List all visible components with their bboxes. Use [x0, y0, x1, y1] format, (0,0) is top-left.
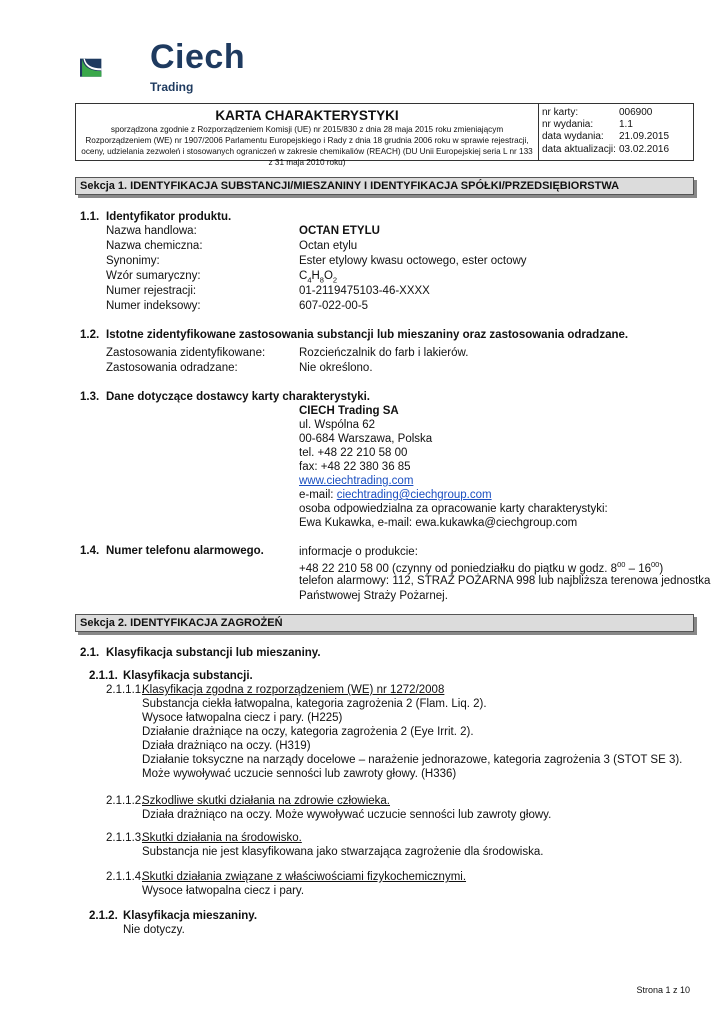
item-2-1-1-1-title: Klasyfikacja zgodna z rozporządzeniem (WE) nr 1272/2008 — [142, 684, 445, 696]
classification-line: Substancja ciekła łatwopalna, kategoria zagrożenia 2 (Flam. Liq. 2). — [142, 698, 487, 710]
heading-2-1-1: Klasyfikacja substancji. — [123, 670, 253, 682]
ciech-logo-mark — [80, 40, 142, 95]
meta-key: data wydania: — [542, 131, 604, 143]
heading-1-3: Dane dotyczące dostawcy karty charakterystyki. — [106, 391, 370, 403]
supplier-phone: tel. +48 22 210 58 00 — [299, 447, 408, 459]
heading-2-1-number: 2.1. — [80, 647, 100, 659]
advised-against-value: Nie określono. — [299, 362, 373, 374]
heading-1-1: Identyfikator produktu. — [106, 211, 232, 223]
supplier-city: 00-684 Warszawa, Polska — [299, 433, 433, 445]
logo-wordmark: Ciech — [150, 38, 246, 76]
advised-against-label: Zastosowania odradzane: — [106, 362, 238, 374]
synonyms-value: Ester etylowy kwasu octowego, ester octowy — [299, 255, 527, 267]
synonyms-label: Synonimy: — [106, 255, 160, 267]
header-box — [75, 103, 694, 167]
formula-label: Wzór sumaryczny: — [106, 270, 201, 282]
supplier-email-link[interactable]: ciechtrading@ciechgroup.com — [336, 489, 492, 501]
classification-line: Wysoce łatwopalna ciecz i pary. (H225) — [142, 712, 343, 724]
document-subtitle: sporządzona zgodnie z Rozporządzeniem Komisji (UE) nr 2015/830 z dnia 28 maja 2015 roku zmieniającym Rozporządzeniem (WE) nr 1907/2006 Parlamentu Europejskiego i Rady z dnia 18 grudnia 2006 roku w sprawie rejestracji, oceny, udzielania zezwoleń i stosowanych ograniczeń w zakresie chemikaliów (REACH) (DU Unii Europejskiej seria L nr 133 z 31 maja 2010 roku) — [81, 125, 533, 167]
mixture-classification-text: Nie dotyczy. — [123, 924, 185, 936]
meta-row — [542, 131, 690, 143]
meta-value: 1.1 — [619, 119, 633, 131]
registration-value: 01-2119475103-46-XXXX — [299, 285, 430, 297]
heading-1-4: Numer telefonu alarmowego. — [106, 545, 264, 557]
section-1-header: Sekcja 1. IDENTYFIKACJA SUBSTANCJI/MIESZANINY I IDENTYFIKACJA SPÓŁKI/PRZEDSIĘBIORSTWA — [75, 177, 694, 195]
heading-1-4-number: 1.4. — [80, 545, 100, 557]
heading-2-1-2-number: 2.1.2. — [89, 910, 118, 922]
heading-2-1-2: Klasyfikacja mieszaniny. — [123, 910, 258, 922]
trade-name-label: Nazwa handlowa: — [106, 225, 197, 237]
heading-2-1-1-number: 2.1.1. — [89, 670, 118, 682]
physchem-effects-text: Wysoce łatwopalna ciecz i pary. — [142, 885, 305, 897]
logo-subtitle: Trading — [150, 80, 194, 94]
environment-effects-text: Substancja nie jest klasyfikowana jako stwarzająca zagrożenie dla środowiska. — [142, 846, 544, 858]
item-2-1-1-4-number: 2.1.1.4. — [106, 871, 145, 883]
classification-line: Działa drażniąco na oczy. (H319) — [142, 740, 311, 752]
responsible-person: Ewa Kukawka, e-mail: ewa.kukawka@ciechgroup.com — [299, 517, 578, 529]
chemical-name-label: Nazwa chemiczna: — [106, 240, 203, 252]
heading-1-2-number: 1.2. — [80, 329, 100, 341]
chemical-name-value: Octan etylu — [299, 240, 358, 252]
supplier-email: e-mail: ciechtrading@ciechgroup.com — [299, 489, 492, 501]
index-label: Numer indeksowy: — [106, 300, 201, 312]
heading-1-3-number: 1.3. — [80, 391, 100, 403]
section-2-header: Sekcja 2. IDENTYFIKACJA ZAGROŻEŃ — [75, 614, 694, 632]
formula-value: $C_4H_8O_2$ — [299, 270, 338, 285]
meta-key: data aktualizacji: — [542, 143, 616, 155]
item-2-1-1-2-title: Szkodliwe skutki działania na zdrowie człowieka. — [142, 795, 391, 807]
health-effects-text: Działa drażniąco na oczy. Może wywoływać uczucie senności lub zawroty głowy. — [142, 809, 552, 821]
supplier-street: ul. Wspólna 62 — [299, 419, 376, 431]
identified-uses-value: Rozcieńczalnik do farb i lakierów. — [299, 347, 469, 359]
meta-value: 006900 — [619, 107, 653, 118]
product-info-label: informacje o produkcie: — [299, 546, 418, 558]
supplier-website-link[interactable]: www.ciechtrading.com — [299, 475, 414, 487]
index-value: 607-022-00-5 — [299, 300, 369, 312]
responsible-person-label: osoba odpowiedzialna za opracowanie karty charakterystyki: — [299, 503, 608, 515]
emergency-phone-line1: telefon alarmowy: 112, STRAŻ POŻARNA 998 lub najbliższa terenowa jednostka — [299, 575, 711, 587]
product-info-phone: +48 22 210 58 00 (czynny od poniedziałku do piątku w godz. $8^{00} - 16^{00}$) — [299, 560, 664, 575]
meta-value: 03.02.2016 — [619, 143, 670, 155]
item-2-1-1-1-number: 2.1.1.1. — [106, 684, 145, 696]
heading-1-1-number: 1.1. — [80, 211, 100, 223]
meta-key: nr karty: — [542, 107, 579, 118]
meta-row — [542, 119, 690, 131]
trade-name-value: OCTAN ETYLU — [299, 225, 380, 237]
emergency-phone-line2: Państwowej Straży Pożarnej. — [299, 590, 448, 602]
supplier-name: CIECH Trading SA — [299, 405, 399, 417]
item-2-1-1-3-number: 2.1.1.3. — [106, 832, 145, 844]
header-title-cell — [76, 104, 539, 167]
meta-row — [542, 144, 690, 156]
item-2-1-1-3-title: Skutki działania na środowisko. — [142, 832, 302, 844]
classification-line: Działanie toksyczne na narządy docelowe – narażenie jednorazowe, kategoria zagrożenia 3 (STOT SE 3). — [142, 754, 683, 766]
item-2-1-1-4-title: Skutki działania związane z właściwościami fizykochemicznymi. — [142, 871, 467, 883]
item-2-1-1-2-number: 2.1.1.2. — [106, 795, 145, 807]
page-number: Strona 1 z 10 — [636, 985, 690, 995]
document-title: KARTA CHARAKTERYSTYKI — [215, 108, 399, 123]
heading-2-1: Klasyfikacja substancji lub mieszaniny. — [106, 647, 321, 659]
heading-1-2: Istotne zidentyfikowane zastosowania substancji lub mieszaniny oraz zastosowania odradzane. — [106, 329, 629, 341]
supplier-fax: fax: +48 22 380 36 85 — [299, 461, 411, 473]
identified-uses-label: Zastosowania zidentyfikowane: — [106, 347, 266, 359]
meta-key: nr wydania: — [542, 119, 594, 131]
header-meta — [542, 107, 690, 156]
classification-line: Może wywoływać uczucie senności lub zawroty głowy. (H336) — [142, 768, 457, 780]
classification-line: Działanie drażniące na oczy, kategoria zagrożenia 2 (Eye Irrit. 2). — [142, 726, 474, 738]
registration-label: Numer rejestracji: — [106, 285, 197, 297]
meta-value: 21.09.2015 — [619, 131, 670, 143]
meta-row — [542, 107, 690, 119]
